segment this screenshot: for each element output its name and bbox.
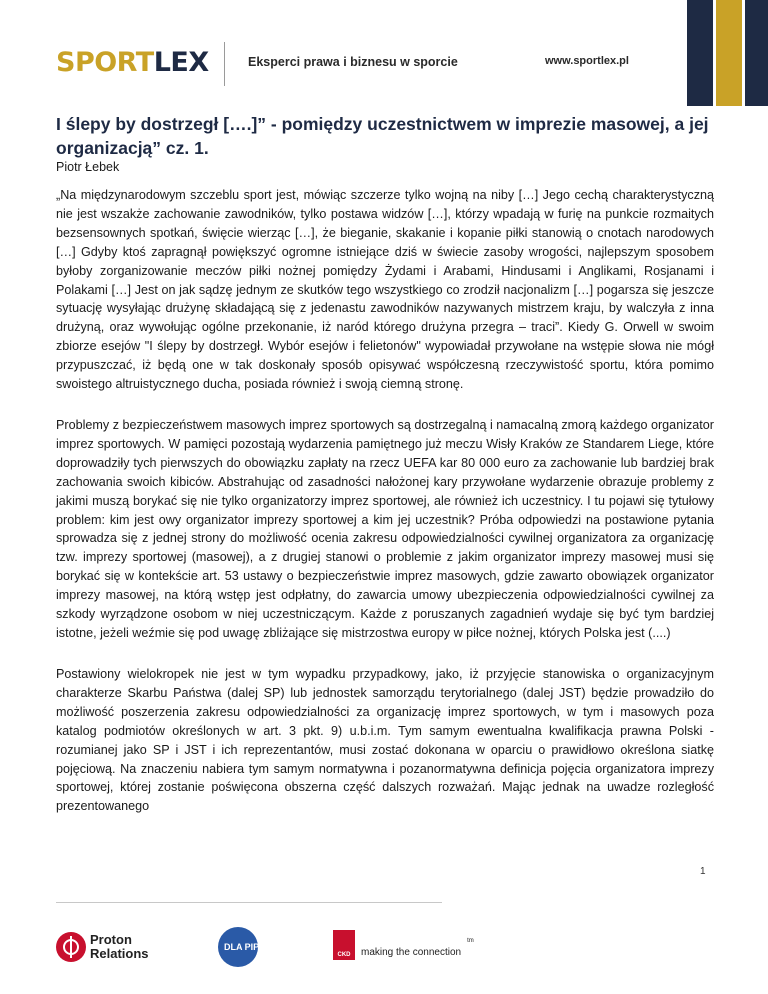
website-link[interactable]: www.sportlex.pl (545, 55, 629, 67)
ckd-mark-label: CKD (337, 952, 351, 958)
paragraph-quote: „Na międzynarodowym szczeblu sport jest, mówiąc szczerze tylko wojną na niby […] Jego cechą charakterystyczną nie jest wszakże zachowanie zawodników, tylko postawa widzów […], którzy wpadają w furię na punkcie rozmaitych bezsensownych spotkań, święcie wierząc […], że bieganie, skakanie i kopanie piłki stanowią o cnotach narodowych […] Gdyby ktoś zapragnął powiększyć ogromne istniejące dziś w świecie zasoby wrogości, najlepszym sposobem byłoby zorganizowanie meczów piłki nożnej pomiędzy Żydami i Arabami, Hindusami i Anglikami, Rosjanami i Polakami […] Jest on jak sądzę jednym ze skutków tego wszystkiego co zrodził nacjonalizm […] pogarsza się jeszcze sytuację wysyłając drużynę składającą się z jedenastu zawodników nazywanych mistrzem kraju, by walczyła z inna drużyną, oraz wywołując ogólne przekonanie, iż naród którego drużyna przegra – traci”. Kiedy G. Orwell w swoim zbiorze esejów "I ślepy by dostrzegł. Wybór esejów i felietonów" wypowiadał przywołane na wstępie słowa nie mógł przypuszczać, iż będą one w tak doskonały sposób opisywać współczesną rzeczywistość sportu, która pomimo swoistego altruistycznego ducha, posiada również i swoją ciemną stronę. (56, 188, 714, 392)
page-number: 1 (700, 866, 706, 877)
ckd-slogan: making the connection (361, 947, 462, 958)
proton-logo-line1: Proton (90, 932, 132, 947)
header-bar-navy-2 (745, 0, 768, 106)
header-divider (224, 42, 225, 86)
header-bar-navy-1 (687, 0, 713, 106)
ckd-mark-icon (333, 930, 355, 960)
proton-relations-logo (56, 930, 149, 964)
dla-piper-label: DLA PIPER (224, 942, 272, 952)
footer-divider (56, 902, 442, 903)
paragraph-security-problems: Problemy z bezpieczeństwem masowych imprez sportowych są dostrzegalną i namacalną zmorą każdego organizator imprez sportowych. W pamięci pozostają wydarzenia pamiętnego już meczu Wisły Kraków ze Standarem Liege, które doprowadziły tych pierwszych do obowiązku zapłaty na rzecz UEFA kar 80 000 euro za zachowanie lub bardziej brak zachowania swoich kibiców. Abstrahując od zasadności nałożonej kary przywołane wydarzenie obrazuje problemy z jakimi muszą borykać się nie tylko organizatorzy imprez sportowej, ale również ich uczestnicy. I tu pojawi się tytułowy problem: kim jest owy organizator imprezy sportowej a kim jej uczestnik? Próba odpowiedzi na postawione pytania sprowadza się z jednej strony do możliwość ocenia zakresu odpowiedzialności cywilnej organizatora za organizację tzw. imprezy sportowej (masowej), a z drugiej stanowi o problemie z jakim organizator imprezy masowej musi się borykać się w kontekście art. 53 ustawy o bezpieczeństwie imprez masowych, gdzie zawarto obowiązek organizator imprezy masowej, na którą wstęp jest odpłatny, do zawarcia umowy ubezpieczenia odpowiedzialności cywilnej za szkody wyrządzone osobom w niej uczestniczącym. Każde z poruszanych zagadnień wydaje się być tym bardziej istotne, jeżeli weźmie się pod uwagę zbliżające się mistrzostwa europy w piłce nożnej, których Polska jest (....) (56, 418, 714, 640)
proton-phi-icon (56, 932, 86, 962)
proton-logo-line2: Relations (90, 946, 149, 961)
sportlex-logo (56, 46, 209, 80)
logo-sport-text: SPORT (56, 47, 154, 78)
article-author: Piotr Łebek (56, 160, 120, 174)
logo-lex-text: LEX (153, 47, 209, 78)
dla-piper-logo (218, 927, 272, 967)
header-tagline: Eksperci prawa i biznesu w sporcie (248, 55, 458, 69)
ckd-trademark: tm (467, 938, 474, 944)
article-title: I ślepy by dostrzegł [….]” - pomiędzy uczestnictwem w imprezie masowej, a jej organizacją” cz. 1. (56, 114, 709, 158)
proton-logo-text (90, 933, 149, 961)
ckd-logo (333, 930, 474, 960)
paragraph-ellipsis: Postawiony wielokropek nie jest w tym wypadku przypadkowy, jako, iż przyjęcie stanowiska o organizacyjnym charakterze Skarbu Państwa (dalej SP) lub jednostek samorządu terytorialnego (dalej JST) będzie prowadziło do możliwość poszerzenia zakresu odpowiedzialności za organizację imprez sportowych, w tym i masowych poza katalog podmiotów określonych w art. 3 pkt. 9) u.b.i.m. Tym samym ewentualna kwalifikacja prawna Polski - rozumianej jako SP i JST i ich reprezentantów, musi zostać dokonana w oparciu o prawidłowo określona siatkę pojęciową. Na znaczeniu nabiera tym samym normatywna i pozanormatywna definicja pojęcia organizatora imprezy sportowej, której zostanie poświęcona obszerna część dalszych rozważań. Mając jednak na uwadze rozległość prezentowanego (56, 667, 714, 814)
header-bar-gold (716, 0, 742, 106)
